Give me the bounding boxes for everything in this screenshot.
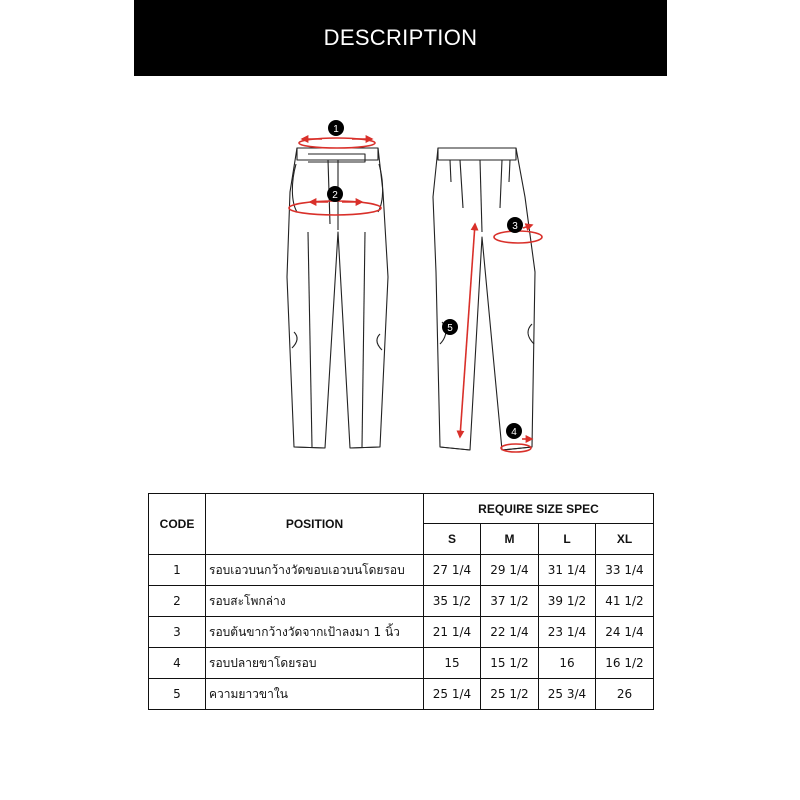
- row-value-m: 25 1/2: [481, 679, 539, 710]
- row-code: 5: [149, 679, 206, 710]
- row-value-l: 25 3/4: [539, 679, 596, 710]
- row-value-xl: 26: [596, 679, 654, 710]
- description-header: [134, 0, 667, 76]
- pants-illustration: [270, 112, 560, 462]
- row-value-m: 29 1/4: [481, 555, 539, 586]
- size-header-xl: XL: [596, 524, 654, 555]
- row-position: รอบปลายขาโดยรอบ: [206, 648, 424, 679]
- row-value-l: 31 1/4: [539, 555, 596, 586]
- row-value-xl: 33 1/4: [596, 555, 654, 586]
- row-code: 3: [149, 617, 206, 648]
- row-value-m: 15 1/2: [481, 648, 539, 679]
- row-code: 4: [149, 648, 206, 679]
- row-value-s: 35 1/2: [424, 586, 481, 617]
- row-position: ความยาวขาใน: [206, 679, 424, 710]
- table-row: [149, 648, 654, 679]
- size-spec-table: [148, 493, 654, 710]
- size-header-s: S: [424, 524, 481, 555]
- row-value-l: 16: [539, 648, 596, 679]
- row-position: รอบสะโพกล่าง: [206, 586, 424, 617]
- table-row: [149, 555, 654, 586]
- svg-text:4: 4: [511, 427, 517, 438]
- pants-back-view: [433, 148, 535, 450]
- row-code: 2: [149, 586, 206, 617]
- row-value-s: 25 1/4: [424, 679, 481, 710]
- size-spec-header: REQUIRE SIZE SPEC: [424, 494, 654, 524]
- position-header: POSITION: [206, 494, 424, 555]
- row-value-xl: 41 1/2: [596, 586, 654, 617]
- row-code: 1: [149, 555, 206, 586]
- row-value-xl: 24 1/4: [596, 617, 654, 648]
- row-value-s: 21 1/4: [424, 617, 481, 648]
- code-header: CODE: [149, 494, 206, 555]
- row-value-s: 27 1/4: [424, 555, 481, 586]
- size-header-l: L: [539, 524, 596, 555]
- svg-text:1: 1: [333, 124, 339, 135]
- row-value-l: 39 1/2: [539, 586, 596, 617]
- row-position: รอบเอวบนกว้างวัดขอบเอวบนโดยรอบ: [206, 555, 424, 586]
- row-value-s: 15: [424, 648, 481, 679]
- size-header-m: M: [481, 524, 539, 555]
- svg-text:2: 2: [332, 190, 338, 201]
- header-title: DESCRIPTION: [323, 25, 478, 50]
- row-value-m: 37 1/2: [481, 586, 539, 617]
- table-row: [149, 586, 654, 617]
- svg-text:5: 5: [447, 323, 453, 334]
- row-value-m: 22 1/4: [481, 617, 539, 648]
- table-row: [149, 679, 654, 710]
- measure-waist: [299, 120, 375, 148]
- row-position: รอบต้นขากว้างวัดจากเป้าลงมา 1 นิ้ว: [206, 617, 424, 648]
- row-value-xl: 16 1/2: [596, 648, 654, 679]
- row-value-l: 23 1/4: [539, 617, 596, 648]
- table-row: [149, 617, 654, 648]
- svg-text:3: 3: [512, 221, 518, 232]
